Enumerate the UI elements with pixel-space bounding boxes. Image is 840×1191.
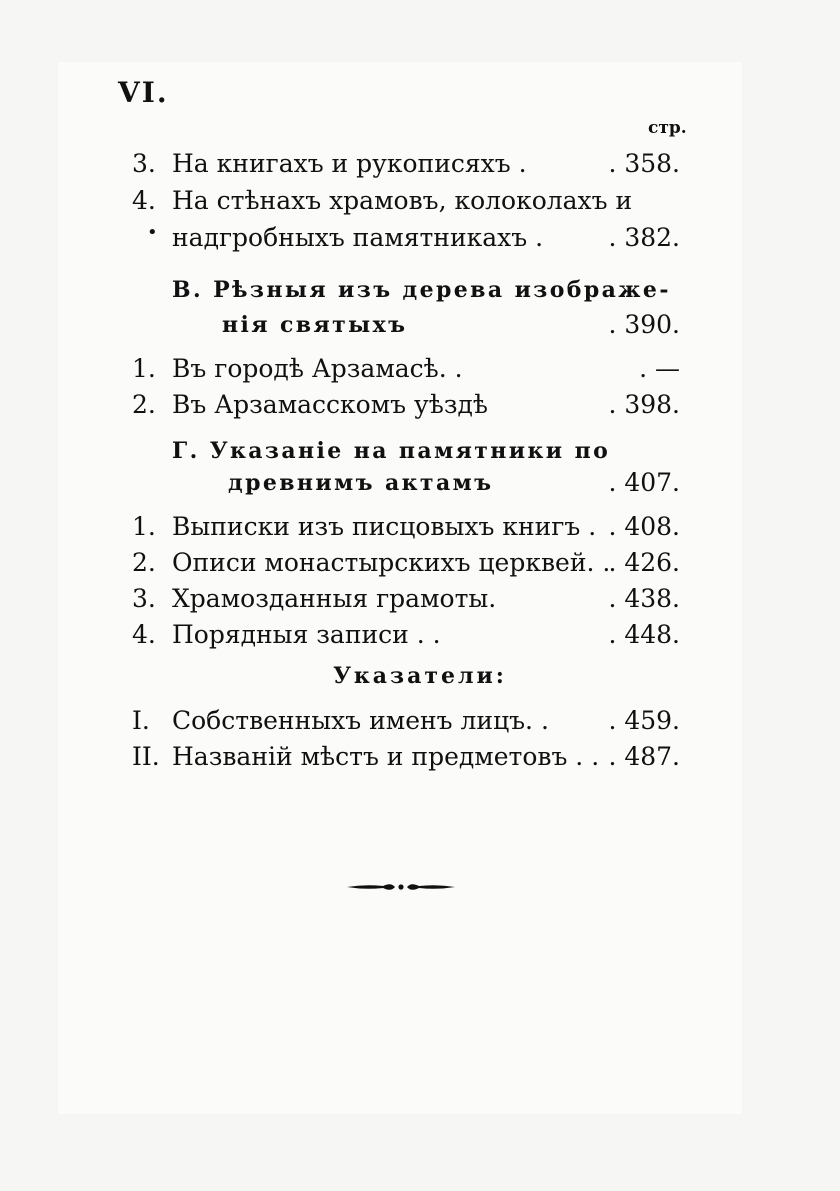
- entry-page: . 408.: [608, 512, 680, 541]
- toc-entry: [132, 581, 680, 617]
- toc-entry: [132, 220, 680, 256]
- section-heading-line: В. Рѣзныя изъ дерева изображе-: [172, 277, 671, 303]
- entry-number: 3.: [132, 149, 156, 178]
- entry-page: . 398.: [608, 390, 680, 419]
- entry-page: . 459.: [608, 706, 680, 735]
- entry-title: Выписки изъ писцовыхъ книгъ .: [172, 512, 597, 541]
- section-heading: [228, 465, 680, 501]
- section-page: . 407.: [608, 468, 680, 497]
- entry-number: II.: [132, 742, 160, 771]
- entry-page: . 358.: [608, 149, 680, 178]
- toc-entry: [132, 509, 680, 545]
- entry-title: надгробныхъ памятникахъ .: [172, 223, 544, 252]
- toc-entry: [132, 739, 680, 775]
- toc-entry: [132, 703, 680, 739]
- page-folio: VI.: [118, 76, 169, 109]
- page-column-header: стр.: [648, 118, 687, 138]
- section-heading: [172, 272, 680, 308]
- toc-entry: [132, 387, 680, 423]
- entry-title: На стѣнахъ храмовъ, колоколахъ и: [172, 186, 633, 215]
- entry-number: 3.: [132, 584, 156, 613]
- entry-title: На книгахъ и рукописяхъ .: [172, 149, 527, 178]
- entry-page: . —: [639, 354, 680, 383]
- entry-page: . 426.: [608, 548, 680, 577]
- index-heading: Указатели:: [333, 663, 507, 689]
- section-heading-line: нія святыхъ: [222, 312, 408, 338]
- section-heading: [172, 433, 680, 469]
- toc-entry: [132, 617, 680, 653]
- entry-page: . 487.: [608, 742, 680, 771]
- toc-entry: [132, 351, 680, 387]
- toc-entry: [132, 146, 680, 182]
- entry-number: 4.: [132, 186, 156, 215]
- entry-title: Храмозданныя грамоты.: [172, 584, 497, 613]
- entry-title: Въ городѣ Арзамасѣ. .: [172, 354, 463, 383]
- section-heading-line: древнимъ актамъ: [228, 470, 494, 496]
- entry-title: Описи монастырскихъ церквей. .: [172, 548, 611, 577]
- entry-number: 4.: [132, 620, 156, 649]
- entry-page: . 438.: [608, 584, 680, 613]
- section-heading: [222, 307, 680, 343]
- entry-title: Въ Арзамасскомъ уѣздѣ: [172, 390, 488, 419]
- toc-entry: [132, 183, 680, 219]
- entry-page: . 448.: [608, 620, 680, 649]
- ornament-divider: [345, 879, 457, 895]
- entry-number: 2.: [132, 548, 156, 577]
- section-heading-line: Г. Указаніе на памятники по: [172, 438, 611, 464]
- section-page: . 390.: [608, 310, 680, 339]
- entry-number: I.: [132, 706, 150, 735]
- entry-title: Названій мѣстъ и предметовъ . .: [172, 742, 600, 771]
- entry-page: . 382.: [608, 223, 680, 252]
- bullet-mark: •: [147, 222, 158, 243]
- entry-number: 1.: [132, 512, 156, 541]
- entry-title: Собственныхъ именъ лицъ. .: [172, 706, 549, 735]
- entry-number: 2.: [132, 390, 156, 419]
- entry-title: Порядныя записи . .: [172, 620, 441, 649]
- entry-number: 1.: [132, 354, 156, 383]
- toc-entry: [132, 545, 680, 581]
